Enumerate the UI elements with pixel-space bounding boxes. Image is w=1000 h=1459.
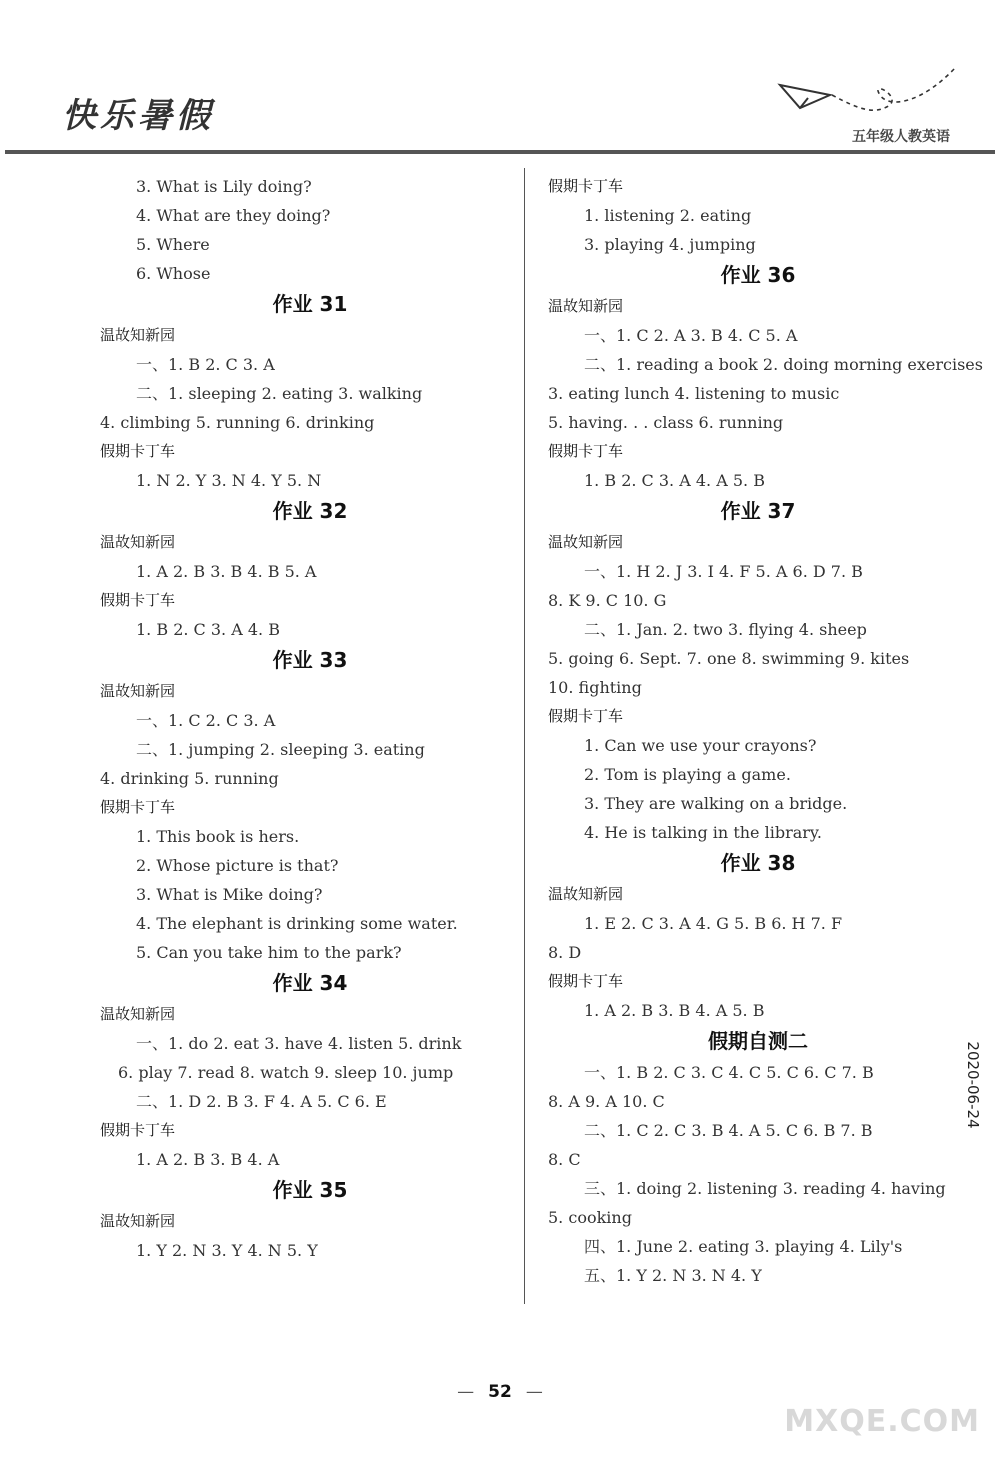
- answer-line: 1. E 2. C 3. A 4. G 5. B 6. H 7. F: [584, 914, 843, 933]
- answer-line: 5. going 6. Sept. 7. one 8. swimming 9. kites: [548, 649, 910, 668]
- answer-line: 1. Can we use your crayons?: [584, 736, 817, 755]
- answer-line: 一、1. B 2. C 3. C 4. C 5. C 6. C 7. B: [584, 1063, 874, 1082]
- answer-line: 二、1. C 2. C 3. B 4. A 5. C 6. B 7. B: [584, 1121, 873, 1140]
- answer-line: 5. Can you take him to the park?: [136, 943, 402, 962]
- answer-line: 1. listening 2. eating: [584, 206, 752, 225]
- answer-line: 1. B 2. C 3. A 4. B: [136, 620, 280, 639]
- answer-line: 1. A 2. B 3. B 4. A: [136, 1150, 280, 1169]
- subsection-heading: 温故知新园: [100, 326, 176, 344]
- section-title: 作业 38: [720, 851, 796, 875]
- answer-line: 1. B 2. C 3. A 4. A 5. B: [584, 471, 765, 490]
- answer-line: 二、1. D 2. B 3. F 4. A 5. C 6. E: [136, 1092, 387, 1111]
- subsection-heading: 假期卡丁车: [548, 707, 624, 725]
- section-title: 作业 31: [272, 292, 348, 316]
- watermark: MXQE.COM: [784, 1404, 980, 1439]
- answer-line: 一、1. B 2. C 3. A: [136, 355, 275, 374]
- subsection-heading: 温故知新园: [548, 297, 624, 315]
- margin-stamp: [958, 1030, 988, 1140]
- answer-line: 4. The elephant is drinking some water.: [136, 914, 458, 933]
- page-number-text: 52: [488, 1382, 512, 1402]
- answer-line: 6. Whose: [136, 264, 211, 283]
- answer-line: 4. drinking 5. running: [100, 769, 279, 788]
- answer-line: 5. having. . . class 6. running: [548, 413, 784, 432]
- paper-plane-icon: [770, 60, 960, 130]
- section-title: 作业 32: [272, 499, 348, 523]
- section-title: 作业 36: [720, 263, 796, 287]
- answer-line: 一、1. H 2. J 3. I 4. F 5. A 6. D 7. B: [584, 562, 863, 581]
- answer-line: 5. Where: [136, 235, 210, 254]
- answer-line: 四、1. June 2. eating 3. playing 4. Lily's: [584, 1237, 903, 1256]
- subsection-heading: 假期卡丁车: [548, 972, 624, 990]
- header-rule: [5, 150, 995, 154]
- answer-line: 2. Tom is playing a game.: [584, 765, 791, 784]
- subsection-heading: 温故知新园: [100, 1212, 176, 1230]
- subsection-heading: 假期卡丁车: [100, 798, 176, 816]
- answer-line: 二、1. Jan. 2. two 3. flying 4. sheep: [584, 620, 867, 639]
- subsection-heading: 温故知新园: [548, 533, 624, 551]
- answer-line: 4. He is talking in the library.: [584, 823, 822, 842]
- answer-line: 3. What is Mike doing?: [136, 885, 323, 904]
- subsection-heading: 假期卡丁车: [100, 1121, 176, 1139]
- margin-stamp-text: 2020-06-24: [964, 1041, 982, 1129]
- answer-line: 8. C: [548, 1150, 581, 1169]
- answer-line: 一、1. C 2. A 3. B 4. C 5. A: [584, 326, 798, 345]
- left-column: [100, 172, 520, 1265]
- section-title: 作业 35: [272, 1178, 348, 1202]
- section-title: 作业 34: [272, 971, 348, 995]
- answer-line: 4. climbing 5. running 6. drinking: [100, 413, 375, 432]
- section-title: 作业 37: [720, 499, 796, 523]
- answer-line: 1. N 2. Y 3. N 4. Y 5. N: [136, 471, 322, 490]
- subsection-heading: 假期卡丁车: [100, 442, 176, 460]
- answer-line: 3. playing 4. jumping: [584, 235, 756, 254]
- answer-line: 三、1. doing 2. listening 3. reading 4. having: [584, 1179, 946, 1198]
- answer-line: 二、1. jumping 2. sleeping 3. eating: [136, 740, 425, 759]
- section-title: 作业 33: [272, 648, 348, 672]
- section-title: 假期自测二: [708, 1029, 808, 1053]
- answer-line: 1. Y 2. N 3. Y 4. N 5. Y: [136, 1241, 318, 1260]
- answer-line: 6. play 7. read 8. watch 9. sleep 10. jump: [118, 1063, 454, 1082]
- subsection-heading: 假期卡丁车: [548, 177, 624, 195]
- answer-line: 8. D: [548, 943, 582, 962]
- answer-line: 10. fighting: [548, 678, 642, 697]
- subsection-heading: 温故知新园: [100, 1005, 176, 1023]
- subsection-heading: 温故知新园: [548, 885, 624, 903]
- subsection-heading: 假期卡丁车: [548, 442, 624, 460]
- answer-line: 二、1. reading a book 2. doing morning exercises: [584, 355, 983, 374]
- answer-line: 8. A 9. A 10. C: [548, 1092, 665, 1111]
- answer-line: 8. K 9. C 10. G: [548, 591, 667, 610]
- header-logo: [62, 88, 214, 137]
- answer-line: 3. They are walking on a bridge.: [584, 794, 848, 813]
- subsection-heading: 温故知新园: [100, 682, 176, 700]
- answer-line: 1. This book is hers.: [136, 827, 300, 846]
- answer-line: 1. A 2. B 3. B 4. A 5. B: [584, 1001, 765, 1020]
- answer-line: 一、1. do 2. eat 3. have 4. listen 5. drink: [136, 1034, 462, 1053]
- answer-line: 五、1. Y 2. N 3. N 4. Y: [584, 1266, 762, 1285]
- answer-line: 1. A 2. B 3. B 4. B 5. A: [136, 562, 317, 581]
- column-divider: [524, 168, 525, 1304]
- logo-text: 快乐暑假: [62, 96, 214, 136]
- answer-line: 二、1. sleeping 2. eating 3. walking: [136, 384, 423, 403]
- subsection-heading: 假期卡丁车: [100, 591, 176, 609]
- answer-line: 3. What is Lily doing?: [136, 177, 312, 196]
- answer-line: 3. eating lunch 4. listening to music: [548, 384, 840, 403]
- answer-line: 5. cooking: [548, 1208, 632, 1227]
- grade-label: 五年级人教英语: [852, 129, 950, 145]
- page-number: — 52 —: [457, 1382, 543, 1402]
- subsection-heading: 温故知新园: [100, 533, 176, 551]
- answer-line: 一、1. C 2. C 3. A: [136, 711, 276, 730]
- answer-line: 4. What are they doing?: [136, 206, 331, 225]
- answer-line: 2. Whose picture is that?: [136, 856, 339, 875]
